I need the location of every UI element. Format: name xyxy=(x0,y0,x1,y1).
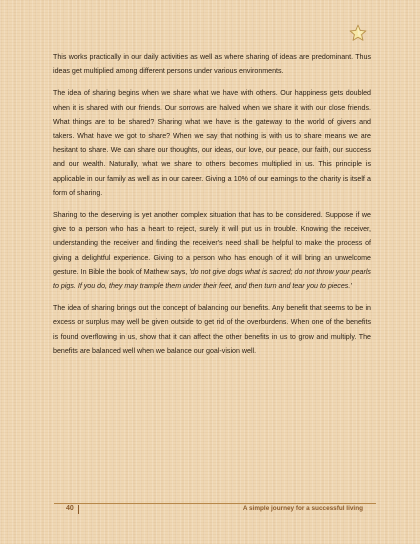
bible-quote: 'do not give dogs what is sacred; do not throw your pearls to pigs. If you do, they may trample them under their feet, and then turn and tear you to pieces.' xyxy=(53,267,371,291)
paragraph: The idea of sharing brings out the concept of balancing our benefits. Any benefit that seems to be in excess or surplus may well be given outside to get rid of the overburdens. When one of the benefits is found overflowing in us, show that it can affect the other benefits in us to grow and multiply. The benefits are balanced well when we balance our goal-vision well. xyxy=(53,304,371,355)
star-icon xyxy=(349,24,367,42)
paragraph xyxy=(53,208,371,293)
paragraph-text: Sharing to the deserving is yet another complex situation that has to be considered. Suppose if we give to a person who has a heart to reject, surely it will put us in trouble. Knowing the receiver, understanding the receiver and finding the receiver's need shall be helpful to make the process of giving a delightful experience. Giving to a person who has enough of it will bring an unwelcome gesture. In Bible the book of Mathew says, xyxy=(53,211,371,276)
paragraph: This works practically in our daily activities as well as where sharing of ideas are predominant. Thus ideas get multiplied among different persons under various environments. xyxy=(53,53,371,76)
footer-divider xyxy=(54,503,376,504)
paragraph: The idea of sharing begins when we share what we have with others. Our happiness gets doubled when it is shared with our friends. Our sorrows are halved when we share it with our close friends. What things are to be shared? Sharing what we have is the gateway to the world of givers and takers. What have we got to share? When we say that nothing is with us to share means we are hesitant to share. We can share our thoughts, our ideas, our love, our peace, our faith, our success and our wealth. Naturally, what we share to others becomes multiplied in us. This principle is applicable in our family as well as in our career. Giving a 10% of our earnings to the charity is itself a form of sharing. xyxy=(53,89,371,197)
page-body xyxy=(53,50,371,366)
book-title: A simple journey for a successful living xyxy=(242,505,363,512)
footer-separator xyxy=(78,505,79,514)
page-number: 40 xyxy=(66,505,74,512)
